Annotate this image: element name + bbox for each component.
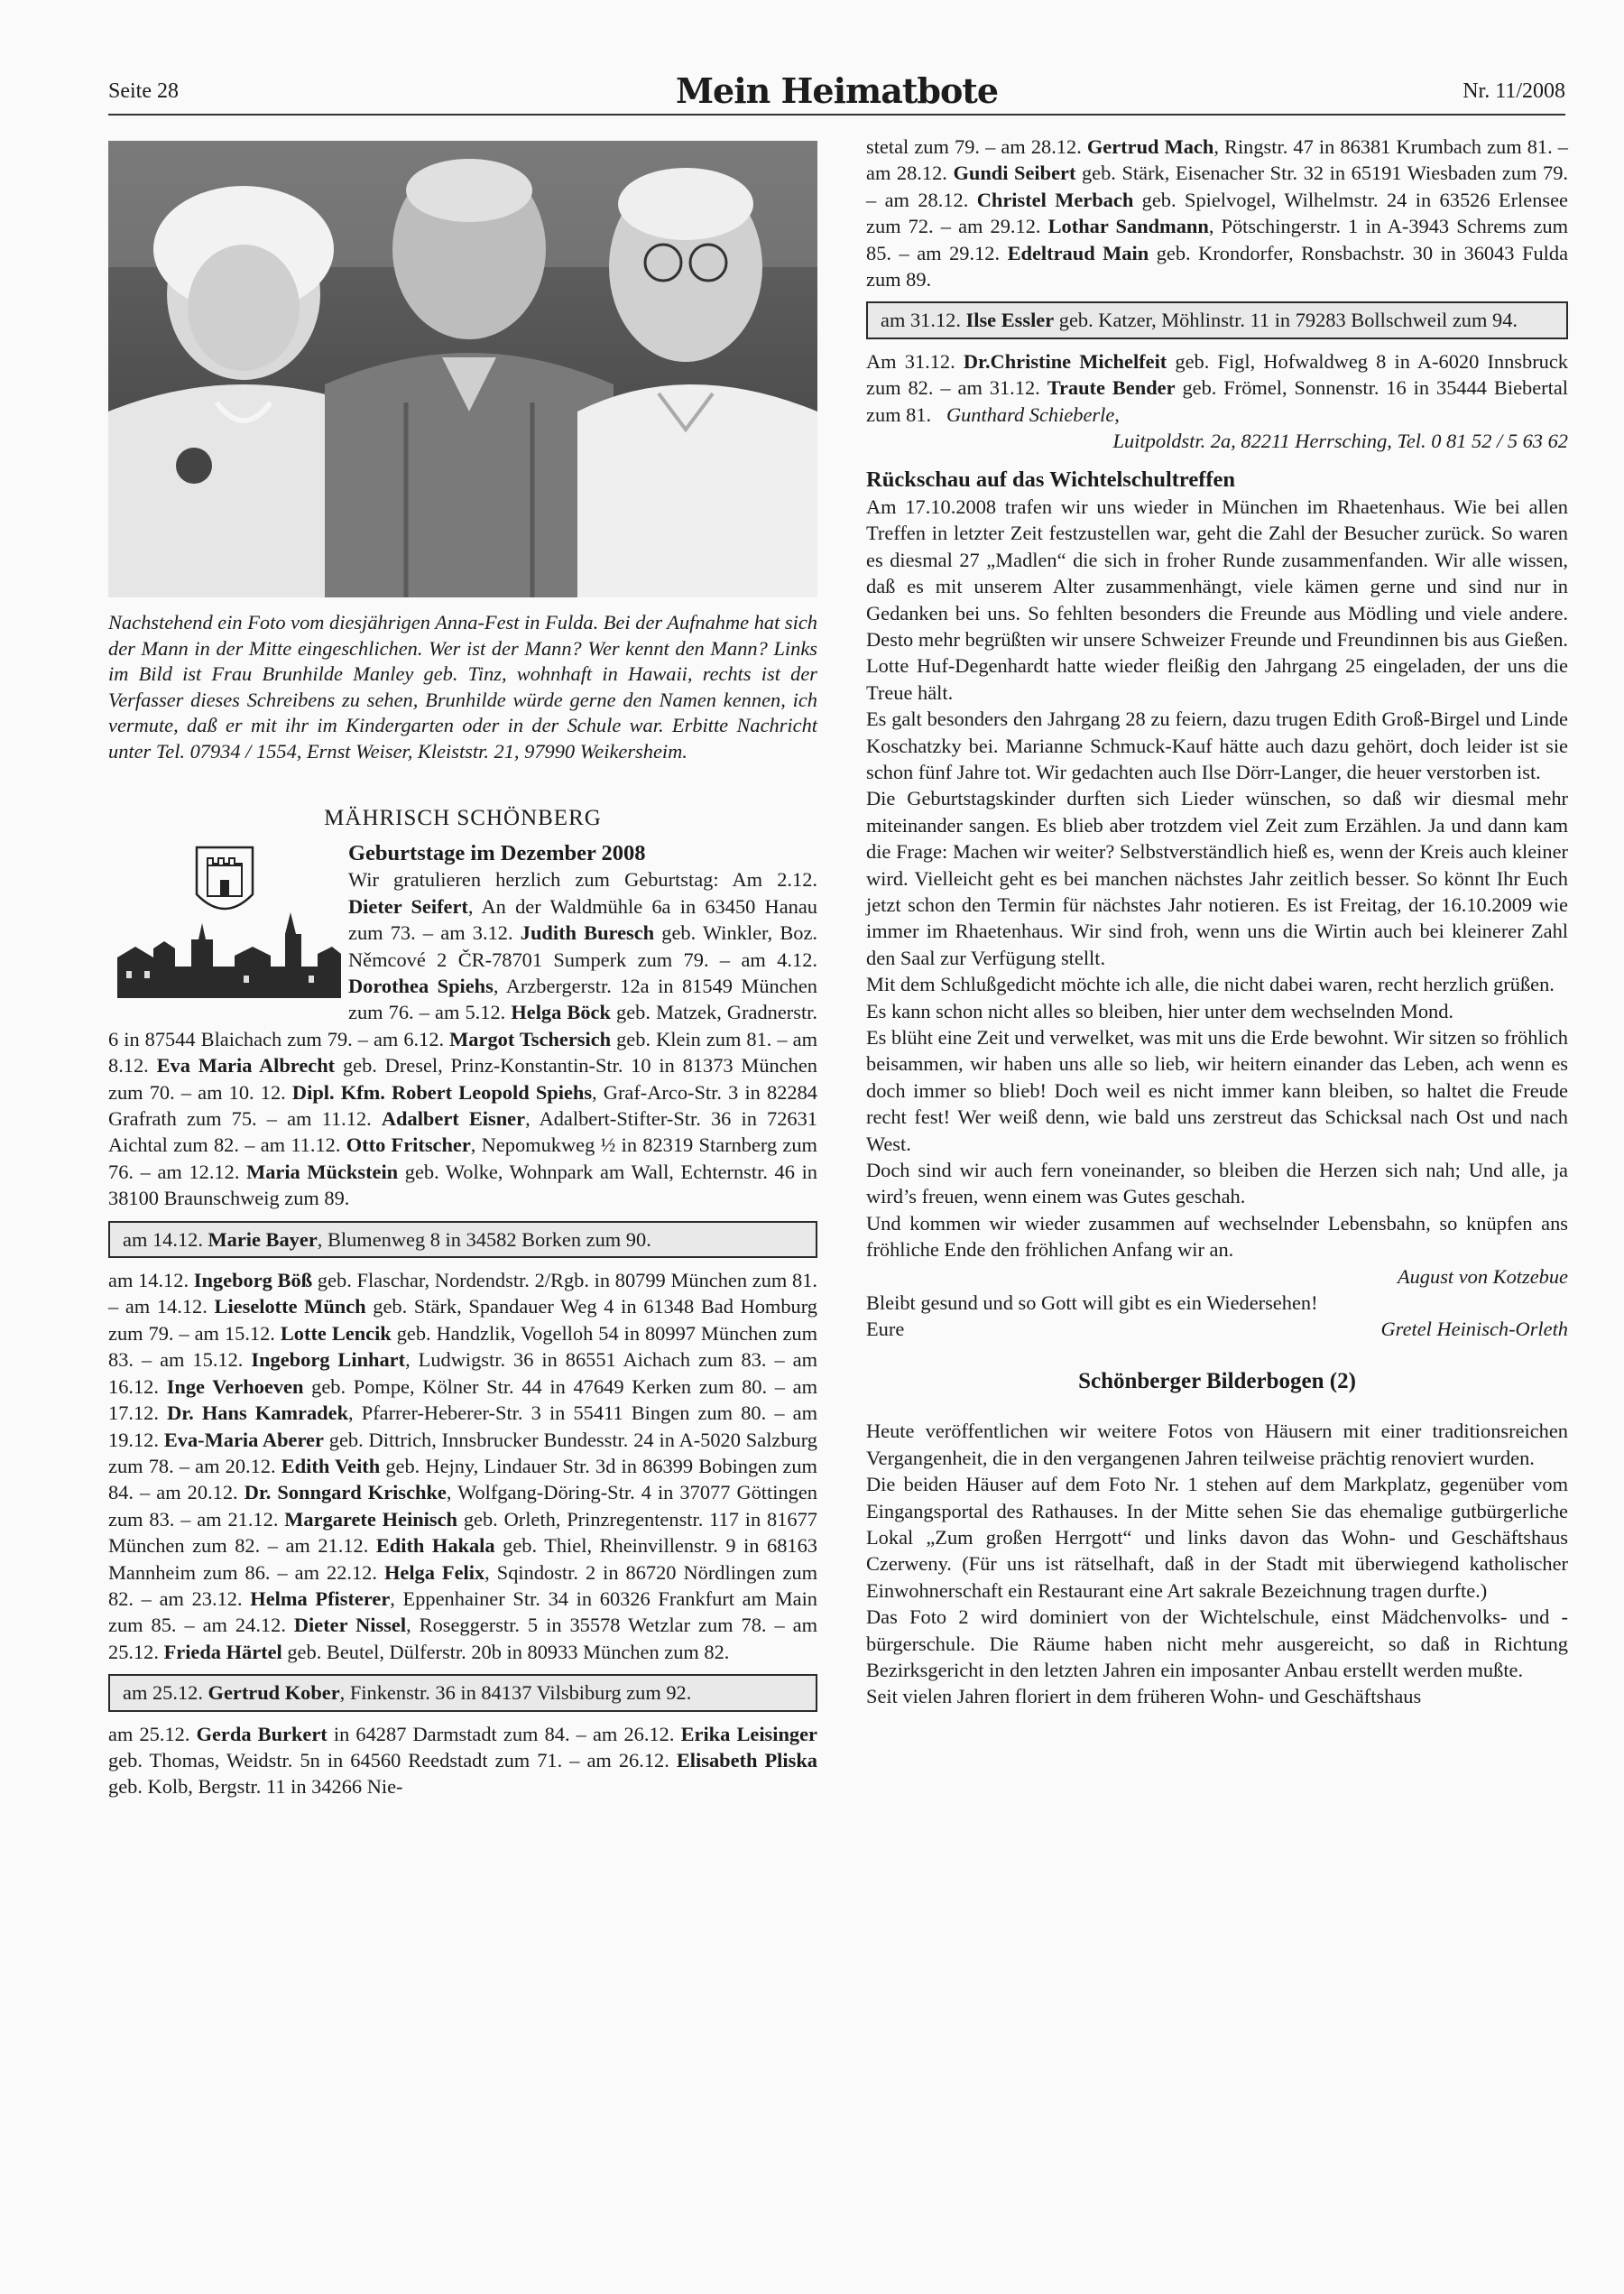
- poem-line-1: Es kann schon nicht alles so bleiben, hier unter dem wechselnden Mond.: [866, 999, 1454, 1022]
- signature-schieberle: Gunthard Schieberle,: [946, 402, 1120, 426]
- eure-label: Eure: [866, 1318, 905, 1341]
- bilderbogen-p2: Die beiden Häuser auf dem Foto Nr. 1 stehen auf dem Markplatz, gegenüber vom Eingangsportal des Rathauses. In der Mitte sehen Sie das ehemalige gutbürgerliche Lokal „Zum großen Herrgott“ und links davon das Wohn- und Geschäftshaus Czerweny. (Für uns ist rätselhaft, daß in der Stadt mit überwiegend katholischer Einwohnerschaft ein Restaurant eine Art sakrale Bezeichnung tragen durfte.): [866, 1473, 1568, 1602]
- photo-of-three-people-icon: [108, 141, 817, 597]
- right-column: [866, 134, 1568, 1710]
- left-column: [108, 134, 817, 1800]
- rueckschau-p2: Es galt besonders den Jahrgang 28 zu feiern, dazu trugen Edith Groß-Birgel und Linde Koschatzky bei. Marianne Schmuck-Kauf hätte auch dazu gehört, doch leider ist sie schon fünf Jahre tot. Wir gedachten auch Ilse Dörr-Langer, die heuer verstorben ist.: [866, 708, 1568, 783]
- poem-stanza-2: Es blüht eine Zeit und verwelket, was mit uns die Erde bewohnt. Wir sitzen so fröhlich beisammen, wir haben uns alle so lieb, wir heitern einander das Leben, ach wenn es doch immer so blieb! Doch weil es nicht immer kann bleiben, so haltet die Freude recht fest! Wer weiß denn, wie bald uns zerstreut das Schicksal nach Ost und nach West.: [866, 1026, 1568, 1155]
- issue-number: Nr. 11/2008: [1463, 79, 1565, 103]
- highlight-box-kober: am 25.12. Gertrud Kober, Finkenstr. 36 in 84137 Vilsbiburg zum 92.: [108, 1674, 817, 1711]
- bilderbogen-p4: Seit vielen Jahren floriert in dem früheren Wohn- und Geschäftshaus: [866, 1685, 1422, 1708]
- poem-stanza-4: Und kommen wir wieder zusammen auf wechselnder Lebensbahn, so knüpfen ans fröhliche Ende den fröhlichen Anfang wir an.: [866, 1211, 1568, 1262]
- masthead-logo: Mein Heimatbote: [675, 70, 999, 111]
- closing-line: Bleibt gesund und so Gott will gibt es ein Wiedersehen!: [866, 1291, 1318, 1315]
- poem-stanza-3: Doch sind wir auch fern voneinander, so bleiben die Herzen sich nah; Und alle, ja wird’s freuen, wenn einem was Gutes geschah.: [866, 1159, 1568, 1208]
- rueckschau-title: Rückschau auf das Wichtelschultreffen: [866, 467, 1236, 493]
- event-photo: [108, 141, 817, 597]
- signature-address: Luitpoldstr. 2a, 82211 Herrsching, Tel. 0 81 52 / 5 63 62: [1112, 430, 1568, 453]
- birthdays-continued: stetal zum 79. – am 28.12. Gertrud Mach, Ringstr. 47 in 86381 Krumbach zum 81. – am 28.12. Gundi Seibert geb. Stärk, Eisenacher Str. 32 in 65191 Wiesbaden zum 79. – am 28.12. Christel Merbach geb. Spielvogel, Wilhelmstr. 24 in 63526 Erlensee zum 72. – am 29.12. Lothar Sandmann, Pötschingerstr. 1 in A-3943 Schrems zum 85. – am 29.12. Edeltraud Main geb. Krondorfer, Ronsbachstr. 30 in 36043 Fulda zum 89.: [866, 135, 1569, 291]
- rueckschau-p1: Am 17.10.2008 trafen wir uns wieder in München im Rhaetenhaus. Wie bei allen Treffen in letzter Zeit festzustellen war, geht die Zahl der Besucher zurück. So waren es diesmal 27 „Madlen“ die sich in froher Runde zusammenfanden. Wir alle wissen, daß es mit unserem Alter zusammenhängt, viele kämen gerne und sind nur in Gedanken bei uns. So fehlten besonders die Freunde aus Mödling und viele andere. Desto mehr begrüßten wir unsere Schweizer Freunde und Freundinnen bis aus Gießen. Lotte Huf-Degenhardt hatte wieder fleißig den Jahrgang 25 eingeladen, der uns die Treue hält.: [866, 495, 1568, 704]
- photo-caption: Nachstehend ein Foto vom diesjährigen Anna-Fest in Fulda. Bei der Aufnahme hat sich der Mann in der Mitte eingeschlichen. Wer ist der Mann? Wer kennt den Mann? Links im Bild ist Frau Brunhilde Manley geb. Tinz, wohnhaft in Hawaii, rechts ist der Verfasser dieses Schreibens zu sehen, Brunhilde würde gerne den Namen kennen, ich vermute, daß er mit ihr im Kindergarten oder in der Schule war. Erbitte Nachricht unter Tel. 07934 / 1554, Ernst Weiser, Kleiststr. 21, 97990 Weikersheim.: [108, 611, 817, 763]
- bilderbogen-title: Schönberger Bilderbogen (2): [1078, 1368, 1356, 1393]
- birthdays-subtitle: Geburtstage im Dezember 2008: [348, 840, 646, 865]
- header-rule: [108, 114, 1565, 116]
- birthdays-paragraph-3: am 25.12. Gerda Burkert in 64287 Darmstadt zum 84. – am 26.12. Erika Leisinger geb. Thomas, Weidstr. 5n in 64560 Reedstadt zum 71. – am 26.12. Elisabeth Pliska geb. Kolb, Bergstr. 11 in 34266 Nie-: [108, 1722, 817, 1799]
- bilderbogen-p3: Das Foto 2 wird dominiert von der Wichtelschule, einst Mädchenvolks- und -bürgerschule. Die Räume haben nicht mehr ausgereicht, so daß in Richtung Bezirksgericht in den letzten Jahren ein imposanter Anbau erstellt werden mußte.: [866, 1605, 1568, 1681]
- bilderbogen-p1: Heute veröffentlichen wir weitere Fotos von Häusern mit einer traditionsreichen Vergangenheit, die in den vergangenen Jahren teilweise prächtig renoviert wurden.: [866, 1420, 1568, 1469]
- rueckschau-p4: Mit dem Schlußgedicht möchte ich alle, die nicht dabei waren, recht herzlich grüßen.: [866, 973, 1555, 996]
- town-crest-icon: [108, 840, 341, 1003]
- birthdays-final: Am 31.12. Dr.Christine Michelfeit geb. Figl, Hofwaldweg 8 in A-6020 Innsbruck zum 82. – am 31.12. Traute Bender geb. Frömel, Sonnenstr. 16 in 35444 Biebertal zum 81. Gunthard Schieberle,: [866, 349, 1568, 426]
- birthdays-paragraph-2: am 14.12. Ingeborg Böß geb. Flaschar, Nordendstr. 2/Rgb. in 80799 München zum 81. – am 14.12. Lieselotte Münch geb. Stärk, Spandauer Weg 4 in 61348 Bad Homburg zum 79. – am 15.12. Lotte Lencik geb. Handzlik, Vogelloh 54 in 80997 München zum 83. – am 15.12. Ingeborg Linhart, Ludwigstr. 36 in 86551 Aichach zum 83. – am 16.12. Inge Verhoeven geb. Pompe, Kölner Str. 44 in 47649 Kerken zum 80. – am 17.12. Dr. Hans Kamradek, Pfarrer-Heberer-Str. 3 in 55411 Bingen zum 80. – am 19.12. Eva-Maria Aberer geb. Dittrich, Innsbrucker Bundesstr. 24 in A-5020 Salzburg zum 78. – am 20.12. Edith Veith geb. Hejny, Lindauer Str. 3d in 86399 Bobingen zum 84. – am 20.12. Dr. Sonngard Krischke, Wolfgang-Döring-Str. 4 in 37077 Göttingen zum 83. – am 21.12. Margarete Heinisch geb. Orleth, Prinzregentenstr. 117 in 81677 München zum 82. – am 21.12. Edith Hakala geb. Thiel, Rheinvillenstr. 9 in 68163 Mannheim zum 86. – am 22.12. Helga Felix, Sqindostr. 2 in 86720 Nördlingen zum 82. – am 23.12. Helma Pfisterer, Eppenhainer Str. 34 in 60326 Frankfurt am Main zum 85. – am 24.12. Dieter Nissel, Roseggerstr. 5 in 35578 Wetzlar zum 78. – am 25.12. Frieda Härtel geb. Beutel, Dülferstr. 20b in 80933 München zum 82.: [108, 1269, 818, 1663]
- signature-heinisch: Gretel Heinisch-Orleth: [1380, 1318, 1568, 1341]
- birthdays-paragraph-1: Wir gratulieren herzlich zum Geburtstag: Am 2.12. Dieter Seifert, An der Waldmühle 6a in 63450 Hanau zum 73. – am 3.12. Judith Buresch geb. Winkler, Boz. Němcové 2 ČR-78701 Sumperk zum 79. – am 4.12. Dorothea Spiehs, Arzbergerstr. 12a in 81549 München zum 76. – am 5.12. Helga Böck geb. Matzek, Gradnerstr. 6 in 87544 Blaichach zum 79. – am 6.12. Margot Tschersich geb. Klein zum 81. – am 8.12. Eva Maria Albrecht geb. Dresel, Prinz-Konstantin-Str. 10 in 81373 München zum 70. – am 10. 12. Dipl. Kfm. Robert Leopold Spiehs, Graf-Arco-Str. 3 in 82284 Grafrath zum 75. – am 11.12. Adalbert Eisner, Adalbert-Stifter-Str. 36 in 72631 Aichtal zum 82. – am 11.12. Otto Fritscher, Nepomukweg ½ in 82319 Starnberg zum 76. – am 12.12. Maria Mückstein geb. Wolke, Wohnpark am Wall, Echternstr. 46 in 38100 Braunschweig zum 89.: [108, 868, 818, 1210]
- poem-author: August von Kotzebue: [1397, 1264, 1568, 1288]
- highlight-box-essler: am 31.12. Ilse Essler geb. Katzer, Möhlinstr. 11 in 79283 Bollschweil zum 94.: [866, 301, 1568, 338]
- closing-signature-row: [866, 1316, 1568, 1342]
- page-number: Seite 28: [108, 79, 179, 103]
- page-header: [108, 70, 1565, 120]
- highlight-box-bayer: am 14.12. Marie Bayer, Blumenweg 8 in 34582 Borken zum 90.: [108, 1221, 817, 1258]
- section-title-maehrisch: MÄHRISCH SCHÖNBERG: [324, 805, 602, 830]
- rueckschau-p3: Die Geburtstagskinder durften sich Lieder wünschen, so daß wir diesmal mehr miteinander sangen. Es blieb aber trotzdem viel Zeit zum Erzählen. Ja und dann kam die Frage: Machen wir weiter? Selbstverständlich hieß es, wenn der Kreis auch kleiner wird. Vielleicht geht es bei manchen nächstes Jahr zeitlich besser. So könnt Ihr Euch jetzt schon den Termin für nächstes Jahr notieren. Es ist Freitag, der 16.10.2009 wie immer im Rhaetenhaus. Wir sind froh, wenn uns die Wirtin auch bei kleinerer Zahl den Saal zur Verfügung stellt.: [866, 787, 1568, 969]
